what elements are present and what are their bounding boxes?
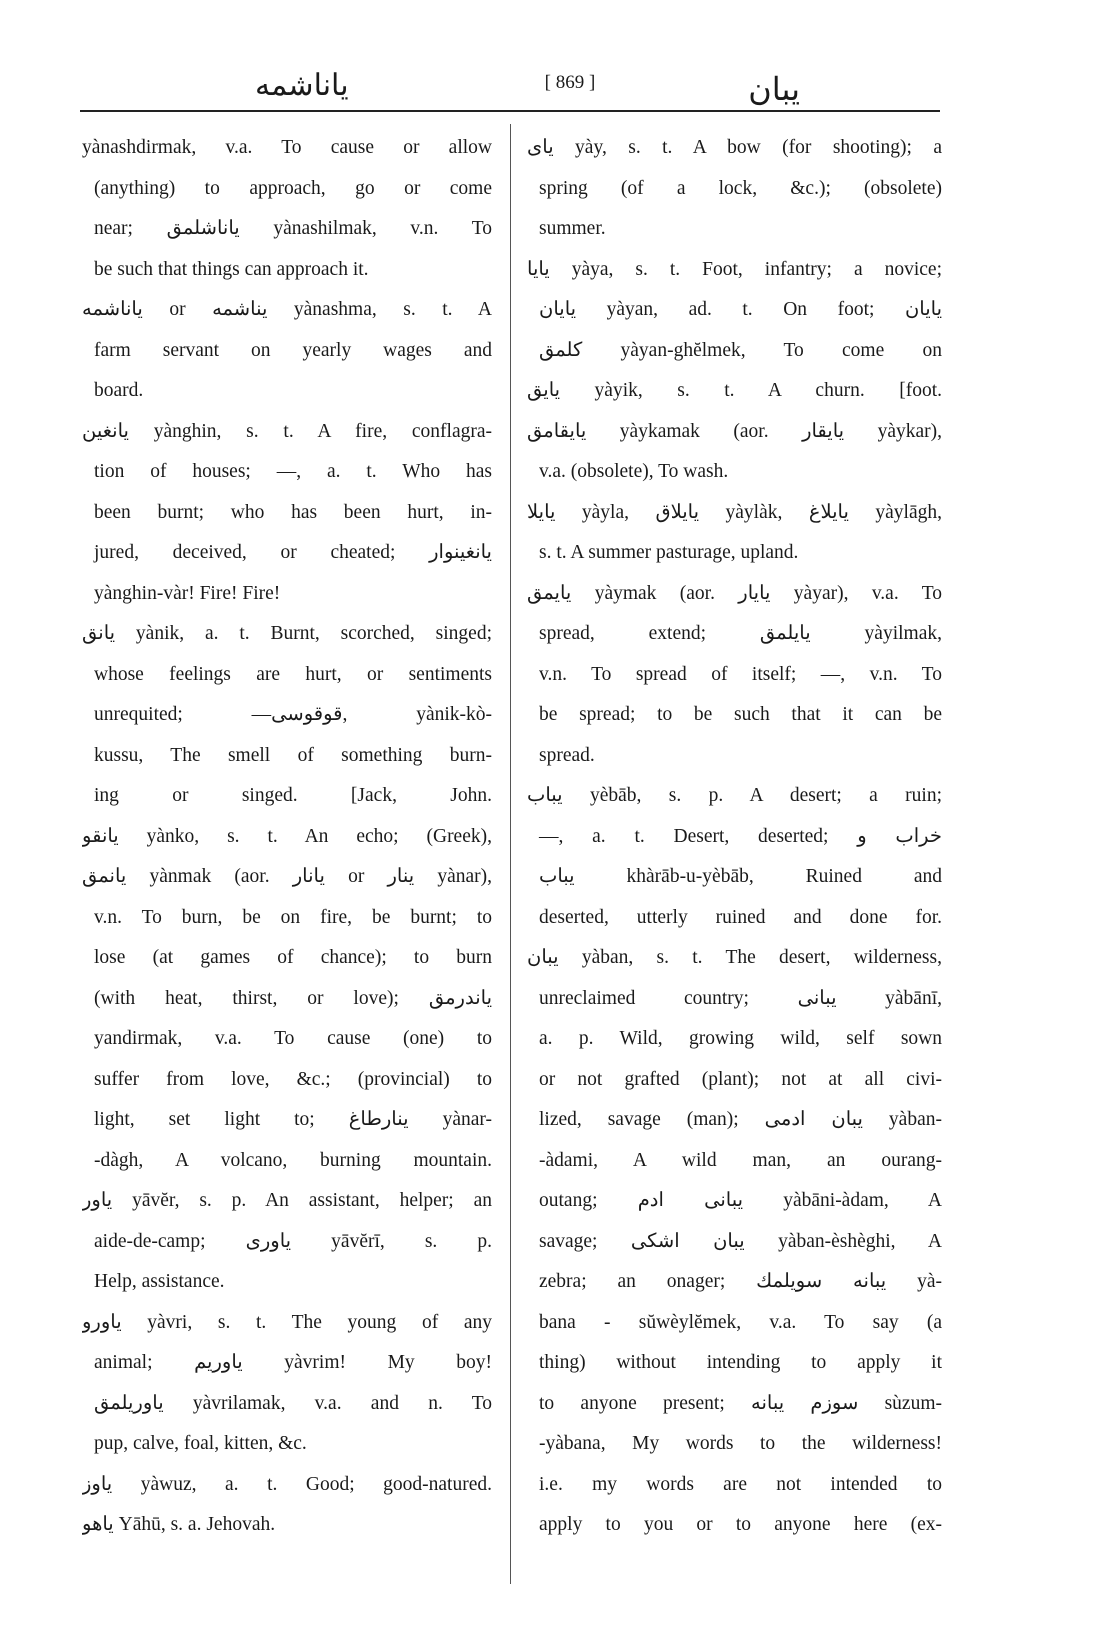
entry-line: spring (of a lock, &c.); (obsolete)	[539, 177, 942, 199]
entry-line: thing) without intending to apply it	[539, 1352, 942, 1373]
entry-line: یاهو Yāhū, s. a. Jehovah.	[82, 1514, 276, 1535]
entry-line: tion of houses; —, a. t. Who has	[94, 461, 492, 482]
entry-line: to anyone present; سوزم یبانه sùzum-	[539, 1392, 942, 1414]
entry-line: -àdami, A wild man, an ourang-	[539, 1149, 942, 1171]
entry-line: near; یاناشلمق yànashilmak, v.n. To	[94, 218, 492, 239]
entry-line: یایق yàyik, s. t. A churn. [foot.	[527, 380, 942, 401]
entry-line: a. p. Wild, growing wild, self sown	[539, 1028, 942, 1049]
entry-line: pup, calve, foal, kitten, &c.	[94, 1433, 307, 1454]
entry-line: یایا yàya, s. t. Foot, infantry; a novice;	[527, 258, 942, 280]
entry-line: outang; یبانی ادم yàbāni-àdam, A	[539, 1190, 942, 1211]
page-number: [ 869 ]	[544, 72, 596, 93]
entry-line: یاورو yàvri, s. t. The young of any	[82, 1311, 492, 1333]
entry-line: be such that things can approach it.	[94, 258, 369, 280]
entry-line: -yàbana, My words to the wilderness!	[539, 1433, 942, 1454]
left-running-headword: یاناشمه	[255, 69, 349, 102]
entry-line: light, set light to; ینارطاغ yànar-	[94, 1109, 492, 1130]
entry-line: -dàgh, A volcano, burning mountain.	[94, 1149, 492, 1171]
entry-line: یایلا yàyla, یایلاق yàylàk, یایلاغ yàylāgh,	[527, 501, 942, 523]
entry-line: یانقو yànko, s. t. An echo; (Greek),	[82, 825, 492, 847]
entry-line: suffer from love, &c.; (provincial) to	[94, 1068, 492, 1090]
entry-line: یانمق yànmak (aor. یانار or ینار yànar),	[82, 866, 492, 887]
entry-line: yànghin-vàr! Fire! Fire!	[94, 582, 281, 604]
right-running-headword: یبان	[748, 71, 800, 107]
header-rule	[80, 110, 940, 112]
entry-line: یباب yèbāb, s. p. A desert; a ruin;	[527, 785, 942, 806]
entry-line: bana - sŭwèylĕmek, v.a. To say (a	[539, 1311, 942, 1333]
column-divider	[510, 124, 511, 1584]
entry-line: or not grafted (plant); not at all civi-	[539, 1068, 942, 1090]
entry-line: یانغین yànghin, s. t. A fire, conflagra-	[82, 420, 492, 442]
entry-line: v.n. To spread of itself; —, v.n. To	[539, 663, 942, 685]
entry-line: یاوز yàwuz, a. t. Good; good-natured.	[82, 1473, 492, 1495]
entry-line: یایقامق yàykamak (aor. یایقار yàykar),	[527, 420, 942, 442]
entry-line: zebra; an onager; یبانه سویلمك yà-	[539, 1271, 942, 1292]
entry-line: summer.	[539, 218, 606, 239]
entry-line: kussu, The smell of something burn-	[94, 744, 492, 766]
entry-line: v.n. To burn, be on fire, be burnt; to	[94, 906, 492, 928]
left-column	[82, 128, 492, 1546]
entry-line: yànashdirmak, v.a. To cause or allow	[82, 137, 492, 158]
entry-line: deserted, utterly ruined and done for.	[539, 906, 942, 928]
entry-line: Help, assistance.	[94, 1271, 225, 1292]
entry-line: lose (at games of chance); to burn	[94, 947, 492, 968]
entry-line: (with heat, thirst, or love); یاندرمق	[94, 987, 492, 1009]
entry-line: yandirmak, v.a. To cause (one) to	[94, 1028, 492, 1049]
entry-line: farm servant on yearly wages and	[94, 339, 492, 361]
entry-line: یاناشمه or یناشمه yànashma, s. t. A	[82, 299, 492, 320]
entry-line: (anything) to approach, go or come	[94, 177, 492, 199]
entry-line: یاوریلمق yàvrilamak, v.a. and n. To	[94, 1392, 492, 1414]
entry-line: s. t. A summer pasturage, upland.	[539, 542, 799, 563]
entry-line: apply to you or to anyone here (ex-	[539, 1514, 942, 1535]
entry-line: lized, savage (man); یبان ادمی yàban-	[539, 1109, 942, 1130]
entry-line: یایمق yàymak (aor. یایار yàyar), v.a. To	[527, 582, 942, 604]
entry-line: یاور yāvĕr, s. p. An assistant, helper; an	[82, 1190, 492, 1211]
entry-line: savage; یبان اشکی yàban-èshèghi, A	[539, 1230, 942, 1252]
entry-line: whose feelings are hurt, or sentiments	[94, 663, 492, 685]
entry-line: board.	[94, 380, 144, 401]
entry-line: کلمق yàyan-ghĕlmek, To come on	[539, 339, 942, 361]
page-header	[80, 60, 940, 110]
entry-line: یباب khàrāb-u-yèbāb, Ruined and	[539, 866, 942, 887]
entry-line: unrequited; —قوقوسی, yànik-kò-	[94, 704, 492, 725]
right-column	[527, 128, 942, 1546]
entry-line: jured, deceived, or cheated; یانغینوار	[94, 542, 492, 563]
entry-line: یبان yàban, s. t. The desert, wilderness,	[527, 947, 942, 968]
entry-line: animal; یاوریم yàvrim! My boy!	[94, 1352, 492, 1373]
entry-line: —, a. t. Desert, deserted; خراب و	[539, 825, 942, 847]
entry-line: been burnt; who has been hurt, in-	[94, 501, 492, 523]
entry-line: aide-de-camp; یاوری yāvĕrī, s. p.	[94, 1230, 492, 1252]
entry-line: یای yày, s. t. A bow (for shooting); a	[527, 137, 942, 158]
entry-line: spread.	[539, 744, 595, 766]
entry-line: ing or singed. [Jack, John.	[94, 785, 492, 806]
entry-line: be spread; to be such that it can be	[539, 704, 942, 725]
entry-line: یانق yànik, a. t. Burnt, scorched, singed;	[82, 623, 492, 644]
entry-line: i.e. my words are not intended to	[539, 1473, 942, 1495]
entry-line: spread, extend; یایلمق yàyilmak,	[539, 623, 942, 644]
entry-line: unreclaimed country; یبانی yàbānī,	[539, 987, 942, 1009]
entry-line: یایان yàyan, ad. t. On foot; یایان	[539, 299, 942, 320]
entry-line: v.a. (obsolete), To wash.	[539, 461, 729, 482]
